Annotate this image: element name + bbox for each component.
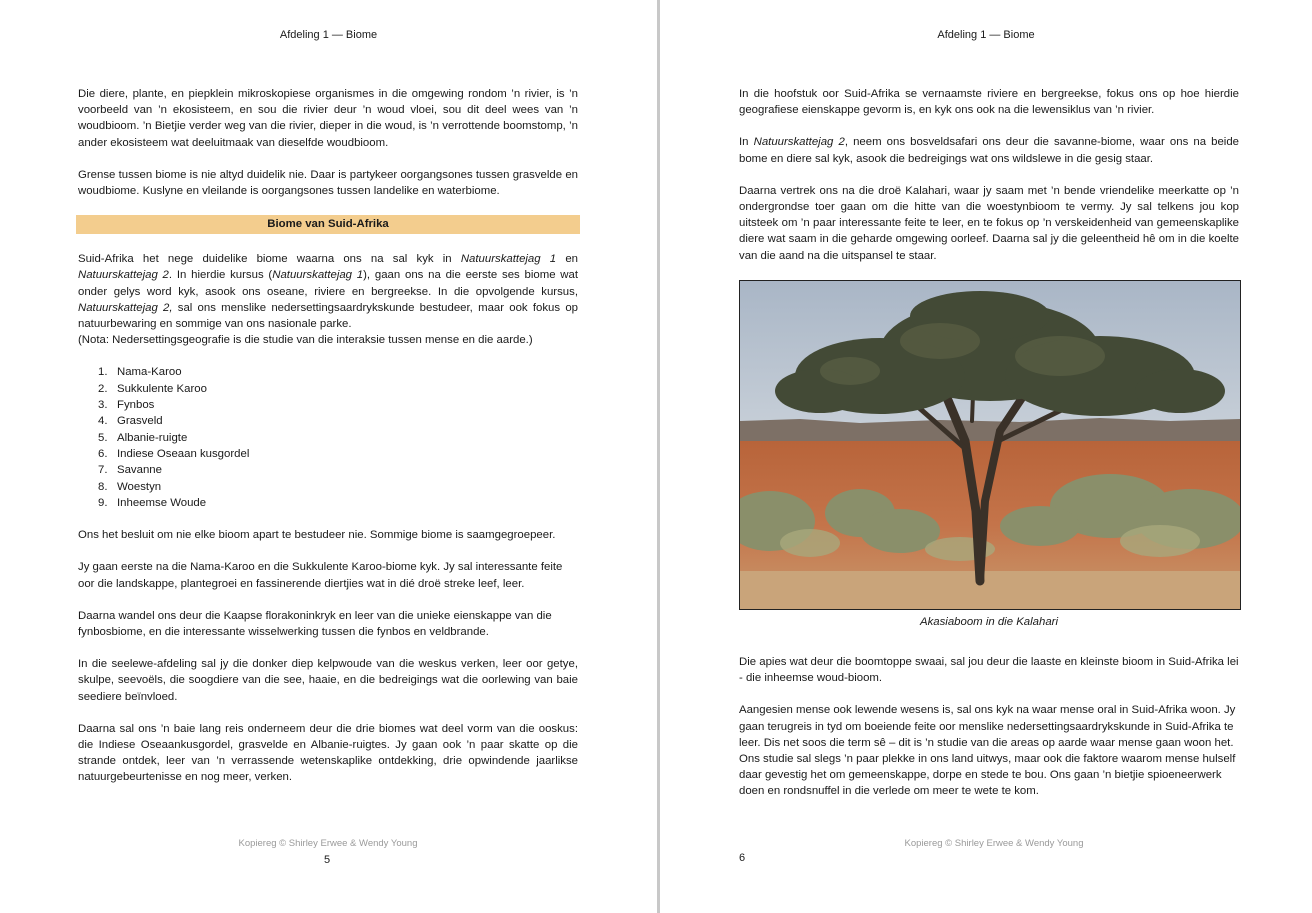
paragraph: In die hoofstuk oor Suid-Afrika se vernaamste riviere en bergreekse, fokus ons op hoe hierdie geografiese eienskappe gevorm is, en kyk ons ook na die lewensiklus van ’n rivier. — [739, 88, 1239, 117]
running-header: Afdeling 1 — Biome — [937, 29, 1035, 41]
page-6 — [660, 0, 1312, 913]
note: (Nota: Nedersettingsgeografie is die studie van die interaksie tussen mense en die aarde.) — [78, 334, 533, 347]
paragraph: Daarna sal ons ’n baie lang reis onderneem deur die drie biomes wat deel vorm van die ooskus: die Indiese Oseaankusgordel, grasvelde en Albanie-ruigtes. Jy gaan ook ’n paar skatte op die strande ontdek, leer van ’n verrassende wetenskaplike ontdekking, drie opwindende jaarlikse natuurgebeurtenisse en nog meer, verken. — [78, 722, 578, 784]
paragraph: Die diere, plante, en piepklein mikroskopiese organismes in die omgewing rondom ’n rivier, is ’n voorbeeld van ’n ekosisteem, en sou die rivier deur ’n woud vloei, sou dit deel wees van ’n woudbioom. ’n Bietjie verder weg van die rivier, dieper in die woud, is ’n verrottende boomstomp, ’n ander ekosisteem wat deeluitmaak van dieselfde woudbioom. — [78, 88, 578, 149]
page-number: 5 — [324, 854, 331, 866]
paragraph: Jy gaan eerste na die Nama-Karoo en die Sukkulente Karoo-biome kyk. Jy sal interessante feite oor die landskappe, plantegroei en fassinerende diertjies wat in dié droë streke leef, leer. — [78, 561, 563, 590]
list-item: 1. Nama-Karoo — [98, 366, 182, 379]
list-item: 3. Fynbos — [98, 399, 155, 412]
biome-list — [98, 364, 578, 511]
paragraph: Daarna wandel ons deur die Kaapse florakoninkryk en leer van die unieke eienskappe van die fynbosbiome, en die interessante wisselwerking tussen die fynbos en veldbrande. — [78, 609, 552, 638]
paragraph: In Natuurskattejag 2, neem ons bosveldsafari ons deur die savanne-biome, waar ons na beide bome en diere sal kyk, asook die bedreigings wat ons wildslewe in die gesig staar. — [739, 136, 1239, 165]
list-item: 9. Inheemse Woude — [98, 496, 207, 509]
page-body — [739, 86, 1239, 816]
paragraph: Ons het besluit om nie elke bioom apart te bestudeer nie. Sommige biome is saamgegroepeer. — [78, 529, 556, 542]
copyright-footer: Kopiereg © Shirley Erwee & Wendy Young — [904, 838, 1084, 849]
paragraph: Daarna vertrek ons na die droë Kalahari, waar jy saam met ’n bende vriendelike meerkatte op ’n ondergrondse toer gaan om die hitte van die woestynbioom te vermy. Jy sal telkens jou kop uitsteek om ’n paar interessante feite te leer, en te fokus op ’n verskeidenheid van gemeenskaplike diere wat saam in die geharde omgewing oorleef. Daarna sal jy die geleentheid hê om in die koelte van die aand na die uitspansel te staar. — [739, 184, 1239, 262]
paragraph: Grense tussen biome is nie altyd duidelik nie. Daar is partykeer oorgangsones tussen grasvelde en woudbiome. Kuslyne en vleilande is oorgangsones tussen landelike en waterbiome. — [78, 168, 578, 198]
paragraph: Aangesien mense ook lewende wesens is, sal ons kyk na waar mense oral in Suid-Afrika woon. Jy gaan terugreis in tyd om boeiende feite oor menslike nedersettingsaardrykskunde in Suid-Afrika te leer. Dis net soos die term sê – dit is ’n studie van die areas op aarde waar mense gaan woon het. Ons studie sal slegs ’n paar plekke in ons land uitwys, maar ook die faktore waarom mense hulself daar gevestig het om gemeenskappe, dorpe en stede te bou. Ons gaan ’n bietjie spioeneerwerk doen en rondsnuffel in die verlede om meer te wete te kom. — [739, 704, 1236, 798]
acacia-tree-photo — [739, 280, 1241, 610]
list-item: 4. Grasveld — [98, 415, 163, 428]
page-body — [78, 86, 578, 802]
list-item: 2. Sukkulente Karoo — [98, 382, 207, 395]
paragraph-biomes-intro: Suid-Afrika het nege duidelike biome waarna ons na sal kyk in Natuurskattejag 1 en Natuurskattejag 2. In hierdie kursus (Natuurskattejag 1), gaan ons na die eerste ses biome wat onder gelys word kyk, asook ons oseane, riviere en bergreekse. In die opvolgende kursus, Natuurskattejag 2, sal ons menslike nedersettingsaardrykskunde bestudeer, maar ook fokus op natuurbewaring en sommige van ons nasionale parke. (Nota: Nedersettingsgeografie is die studie van die interaksie tussen mense en die aarde.) — [78, 251, 578, 348]
paragraph: Die apies wat deur die boomtoppe swaai, sal jou deur die laaste en kleinste bioom in Suid-Afrika lei - die inheemse woud-bioom. — [739, 656, 1239, 685]
paragraph: In die seelewe-afdeling sal jy die donker diep kelpwoude van die weskus verken, leer oor getye, skulpe, seevoëls, die soogdiere van die see, haaie, en die bedreigings wat die oorlewing van baie seediere beïnvloed. — [78, 658, 578, 703]
acacia-tree-illustration — [740, 281, 1240, 609]
list-item: 5. Albanie-ruigte — [98, 431, 188, 444]
list-item: 8. Woestyn — [98, 480, 162, 493]
list-item: 7. Savanne — [98, 464, 162, 477]
running-header: Afdeling 1 — Biome — [279, 29, 378, 41]
figure-caption: Akasiaboom in die Kalahari — [919, 615, 1059, 628]
section-heading: Biome van Suid-Afrika — [76, 215, 580, 234]
list-item: 6. Indiese Oseaan kusgordel — [98, 447, 250, 460]
page-number: 6 — [739, 852, 746, 864]
copyright-footer: Kopiereg © Shirley Erwee & Wendy Young — [238, 838, 418, 849]
